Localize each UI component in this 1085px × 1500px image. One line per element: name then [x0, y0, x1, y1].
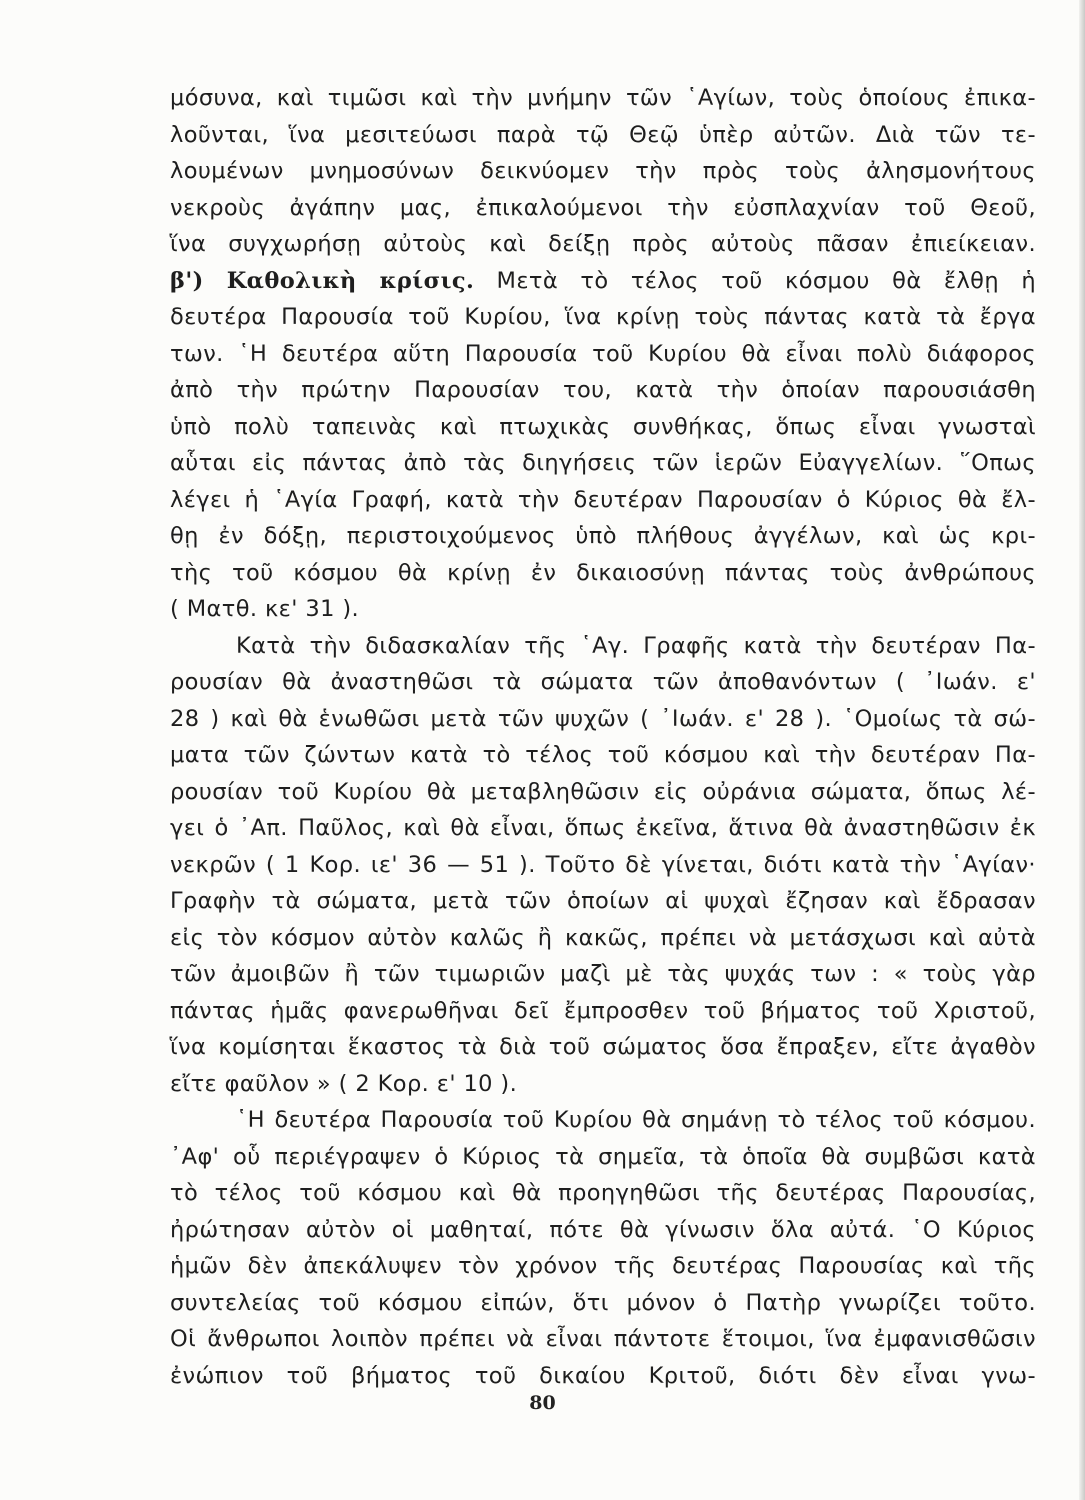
- section-heading-line: [170, 263, 1036, 300]
- text-line: νεκροὺς ἀγάπην μας, ἐπικαλούμενοι τὴν εὐσπλαχνίαν τοῦ Θεοῦ,: [170, 194, 1036, 221]
- text-line: θῃ ἐν δόξῃ, περιστοιχούμενος ὑπὸ πλήθους ἀγγέλων, καὶ ὡς κρι-: [170, 523, 1036, 549]
- text-line: λοῦνται, ἵνα μεσιτεύωσι παρὰ τῷ Θεῷ ὑπὲρ αὐτῶν. Διὰ τῶν τε-: [170, 121, 1036, 148]
- text-line: των. ῾Η δευτέρα αὕτη Παρουσία τοῦ Κυρίου θὰ εἶναι πολὺ διάφορος: [170, 340, 1036, 367]
- text-line: ἠρώτησαν αὐτὸν οἱ μαθηταί, πότε θὰ γίνωσιν ὅλα αὐτά. ῾Ο Κύριος: [170, 1216, 1036, 1243]
- text-line: δευτέρα Παρουσία τοῦ Κυρίου, ἵνα κρίνῃ τοὺς πάντας κατὰ τὰ ἔργα: [170, 304, 1036, 330]
- text-line: Κατὰ τὴν διδασκαλίαν τῆς ῾Αγ. Γραφῆς κατὰ τὴν δευτέραν Πα-: [236, 632, 1036, 659]
- text-line: ἐνώπιον τοῦ βήματος τοῦ δικαίου Κριτοῦ, διότι δὲν εἶναι γνω-: [170, 1362, 1036, 1389]
- text-line: γει ὁ ᾿Απ. Παῦλος, καὶ θὰ εἶναι, ὅπως ἐκεῖνα, ἅτινα θὰ ἀναστηθῶσιν ἐκ: [170, 815, 1036, 841]
- text-line: τὴς τοῦ κόσμου θὰ κρίνῃ ἐν δικαιοσύνῃ πάντας τοὺς ἀνθρώπους: [170, 559, 1036, 586]
- text-line: ἵνα κομίσηται ἕκαστος τὰ διὰ τοῦ σώματος ὅσα ἔπραξεν, εἴτε ἀγαθὸν: [170, 1034, 1036, 1060]
- text-line: εἴτε φαῦλον » ( 2 Κορ. ε' 10 ).: [170, 1070, 518, 1097]
- text-line: ᾿Αφ' οὗ περιέγραψεν ὁ Κύριος τὰ σημεῖα, τὰ ὁποῖα θὰ συμβῶσι κατὰ: [170, 1143, 1036, 1170]
- text-line: πάντας ἡμᾶς φανερωθῆναι δεῖ ἔμπροσθεν τοῦ βήματος τοῦ Χριστοῦ,: [170, 997, 1036, 1024]
- text-line: ὑπὸ πολὺ ταπεινὰς καὶ πτωχικὰς συνθήκας, ὅπως εἶναι γνωσταὶ: [170, 413, 1036, 440]
- text-line: μόσυνα, καὶ τιμῶσι καὶ τὴν μνήμην τῶν ῾Αγίων, τοὺς ὁποίους ἐπικα-: [170, 85, 1036, 111]
- text-line: λουμένων μνημοσύνων δεικνύομεν τὴν πρὸς τοὺς ἀλησμονήτους: [170, 158, 1036, 184]
- text-line: Γραφὴν τὰ σώματα, μετὰ τῶν ὁποίων αἱ ψυχαὶ ἔζησαν καὶ ἔδρασαν: [170, 888, 1036, 914]
- text-line: ματα τῶν ζώντων κατὰ τὸ τέλος τοῦ κόσμου καὶ τὴν δευτέραν Πα-: [170, 742, 1036, 768]
- text-line: Οἱ ἄνθρωποι λοιπὸν πρέπει νὰ εἶναι πάντοτε ἕτοιμοι, ἵνα ἐμφανισθῶσιν: [170, 1326, 1036, 1352]
- text-line: ἡμῶν δὲν ἀπεκάλυψεν τὸν χρόνον τῆς δευτέρας Παρουσίας καὶ τῆς: [170, 1253, 1036, 1279]
- page-edge-shadow: [1079, 0, 1085, 1500]
- section-heading: β') Καθολικὴ κρίσις.: [170, 267, 475, 294]
- text-line: ρουσίαν θὰ ἀναστηθῶσι τὰ σώματα τῶν ἀποθανόντων ( ᾿Ιωάν. ε': [170, 669, 1036, 695]
- text-line: συντελείας τοῦ κόσμου εἰπών, ὅτι μόνον ὁ Πατὴρ γνωρίζει τοῦτο.: [170, 1289, 1036, 1316]
- text-line: τὸ τέλος τοῦ κόσμου καὶ θὰ προηγηθῶσι τῆς δευτέρας Παρουσίας,: [170, 1180, 1036, 1206]
- text-line: εἰς τὸν κόσμον αὐτὸν καλῶς ἢ κακῶς, πρέπει νὰ μετάσχωσι καὶ αὐτὰ: [170, 924, 1036, 951]
- text-line: λέγει ἡ ῾Αγία Γραφή, κατὰ τὴν δευτέραν Παρουσίαν ὁ Κύριος θὰ ἔλ-: [170, 486, 1036, 513]
- body-text: [170, 80, 1036, 1394]
- text-line: ( Ματθ. κε' 31 ).: [170, 596, 360, 622]
- page-number: 80: [529, 1392, 556, 1414]
- text-line: νεκρῶν ( 1 Κορ. ιε' 36 — 51 ). Τοῦτο δὲ γίνεται, διότι κατὰ τὴν ῾Αγίαν·: [170, 851, 1036, 878]
- text-line: ἵνα συγχωρήσῃ αὐτοὺς καὶ δείξῃ πρὸς αὐτοὺς πᾶσαν ἐπιείκειαν.: [170, 231, 1036, 257]
- text-line: αὗται εἰς πάντας ἀπὸ τὰς διηγήσεις τῶν ἱερῶν Εὐαγγελίων. ῞Οπως: [170, 450, 1036, 476]
- section-heading-line-text: Μετὰ τὸ τέλος τοῦ κόσμου θὰ ἔλθῃ ἡ: [474, 267, 1036, 294]
- text-line: ῾Η δευτέρα Παρουσία τοῦ Κυρίου θὰ σημάνῃ τὸ τέλος τοῦ κόσμου.: [236, 1107, 1036, 1133]
- text-line: 28 ) καὶ θὰ ἑνωθῶσι μετὰ τῶν ψυχῶν ( ᾿Ιωάν. ε' 28 ). ῾Ομοίως τὰ σώ-: [170, 705, 1036, 732]
- text-line: τῶν ἀμοιβῶν ἢ τῶν τιμωριῶν μαζὶ μὲ τὰς ψυχάς των : « τοὺς γὰρ: [170, 961, 1036, 987]
- text-line: ρουσίαν τοῦ Κυρίου θὰ μεταβληθῶσιν εἰς οὐράνια σώματα, ὅπως λέ-: [170, 778, 1036, 805]
- text-line: ἀπὸ τὴν πρώτην Παρουσίαν του, κατὰ τὴν ὁποίαν παρουσιάσθη: [170, 377, 1036, 403]
